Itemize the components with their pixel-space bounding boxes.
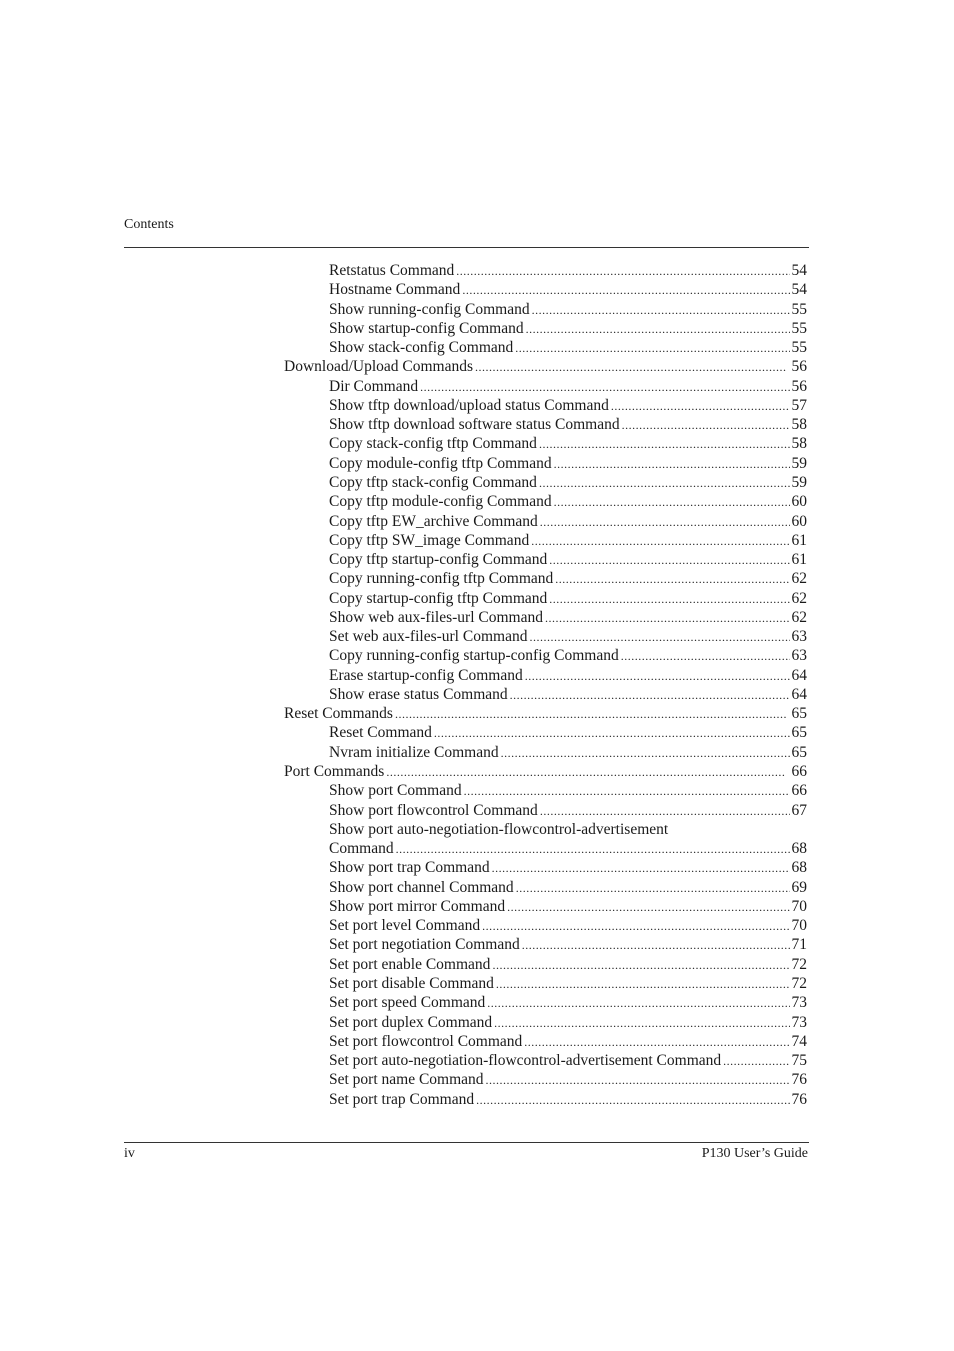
- toc-entry-title: Nvram initialize Command: [329, 743, 499, 761]
- toc-entry-page: 58: [791, 435, 807, 453]
- toc-entry-page: 72: [791, 955, 807, 973]
- toc-entry-title: Show port trap Command: [329, 859, 490, 877]
- toc-entry-page: 63: [791, 647, 807, 665]
- toc-entry: [329, 627, 807, 647]
- toc-entry: [329, 531, 807, 551]
- toc-entry-title: Set port duplex Command: [329, 1013, 493, 1031]
- toc-entry: [329, 820, 807, 840]
- toc-entry-page: 65: [791, 705, 807, 723]
- toc-entry-page: 54: [791, 262, 807, 279]
- toc-entry-title: Copy tftp module-config Command: [329, 493, 552, 511]
- toc-dot-leader: [555, 569, 789, 589]
- toc-entry-title: Copy tftp startup-config Command: [329, 551, 548, 569]
- toc-entry-page: 65: [791, 743, 807, 761]
- toc-entry-title: Command: [329, 840, 394, 858]
- toc-entry-title: Copy tftp SW_image Command: [329, 531, 530, 549]
- toc-dot-leader: [456, 261, 789, 281]
- toc-entry-title: Copy tftp EW_archive Command: [329, 512, 538, 530]
- toc-dot-leader: [540, 512, 790, 532]
- toc-entry-page: 59: [791, 454, 807, 472]
- toc-dot-leader: [529, 627, 789, 647]
- toc-dot-leader: [515, 338, 789, 358]
- toc-dot-leader: [487, 993, 789, 1013]
- toc-dot-leader: [723, 1051, 789, 1071]
- toc-entry-page: 76: [791, 1071, 807, 1089]
- toc-section-entry: [284, 762, 807, 782]
- toc-entry-title: Set port disable Command: [329, 974, 494, 992]
- footer-document-title: P130 User’s Guide: [701, 1146, 808, 1161]
- toc-entry-page: 73: [791, 994, 807, 1012]
- toc-entry: [329, 839, 807, 859]
- toc-entry-page: 55: [791, 300, 807, 318]
- toc-entry: [329, 743, 807, 763]
- toc-entry: [329, 1051, 807, 1071]
- toc-entry-title: Set port name Command: [329, 1071, 484, 1089]
- toc-entry: [329, 723, 807, 743]
- toc-entry-page: 64: [791, 685, 807, 703]
- toc-dot-leader: [540, 801, 790, 821]
- toc-entry-page: 55: [791, 339, 807, 357]
- toc-entry: [329, 415, 807, 435]
- toc-entry-title: Retstatus Command: [329, 262, 455, 279]
- toc-entry-page: 66: [791, 782, 807, 800]
- toc-entry-title: Show web aux-files-url Command: [329, 608, 543, 626]
- toc-dot-leader: [496, 974, 790, 994]
- toc-dot-leader: [622, 415, 790, 435]
- toc-entry-title: Set port enable Command: [329, 955, 491, 973]
- toc-entry-title: Copy module-config tftp Command: [329, 454, 552, 472]
- toc-dot-leader: [386, 762, 785, 782]
- toc-dot-leader: [526, 319, 790, 339]
- toc-entry: [329, 300, 807, 320]
- toc-entry-title: Show startup-config Command: [329, 319, 524, 337]
- toc-entry: [329, 858, 807, 878]
- toc-dot-leader: [434, 723, 790, 743]
- toc-entry-page: 55: [791, 319, 807, 337]
- toc-dot-leader: [611, 396, 790, 416]
- toc-dot-leader: [532, 300, 790, 320]
- toc-entry: [329, 512, 807, 532]
- toc-entry-page: 65: [791, 724, 807, 742]
- toc-entry: [329, 666, 807, 686]
- toc-dot-leader: [539, 473, 790, 493]
- toc-dot-leader: [492, 955, 789, 975]
- toc-entry: [329, 935, 807, 955]
- toc-section-entry: [284, 357, 807, 377]
- toc-entry-page: 61: [791, 531, 807, 549]
- toc-entry: [329, 550, 807, 570]
- toc-entry-page: 63: [791, 628, 807, 646]
- footer-page-number: iv: [124, 1146, 135, 1161]
- toc-dot-leader: [492, 858, 790, 878]
- toc-entry-title: Set port level Command: [329, 917, 481, 935]
- toc-dot-leader: [395, 704, 786, 724]
- toc-dot-leader: [507, 897, 789, 917]
- toc-dot-leader: [494, 1013, 789, 1033]
- toc-entry-page: 56: [791, 358, 807, 376]
- toc-entry-title: Show port auto-negotiation-flowcontrol-advertisement: [329, 820, 669, 838]
- toc-dot-leader: [462, 280, 789, 300]
- toc-entry: [329, 280, 807, 300]
- toc-entry-title: Set port speed Command: [329, 994, 486, 1012]
- toc-entry: [329, 319, 807, 339]
- footer-rule: [124, 1142, 809, 1143]
- toc-dot-leader: [396, 839, 790, 859]
- toc-entry-page: 62: [791, 570, 807, 588]
- toc-entry-title: Show tftp download/upload status Command: [329, 396, 609, 414]
- toc-dot-leader: [545, 608, 790, 628]
- toc-entry-title: Set port auto-negotiation-flowcontrol-advertisement Command: [329, 1052, 722, 1070]
- toc-entry-page: 70: [791, 897, 807, 915]
- toc-entry-page: 56: [791, 377, 807, 395]
- toc-entry-title: Show port flowcontrol Command: [329, 801, 538, 819]
- toc-dot-leader: [549, 589, 789, 609]
- header-rule: [124, 247, 809, 248]
- toc-dot-leader: [524, 1032, 789, 1052]
- toc-entry: [329, 1032, 807, 1052]
- toc-entry-title: Erase startup-config Command: [329, 666, 523, 684]
- toc-entry: [329, 646, 807, 666]
- toc-entry-title: Show port Command: [329, 782, 462, 800]
- toc-entry-page: 68: [791, 840, 807, 858]
- toc-dot-leader: [475, 357, 786, 377]
- toc-dot-leader: [525, 666, 790, 686]
- toc-entry: [329, 338, 807, 358]
- toc-entry-title: Show tftp download software status Command: [329, 416, 620, 434]
- toc-entry: [329, 589, 807, 609]
- toc-dot-leader: [621, 646, 790, 666]
- toc-entry: [329, 434, 807, 454]
- toc-entry: [329, 993, 807, 1013]
- toc-entry: [329, 974, 807, 994]
- toc-entry-title: Dir Command: [329, 377, 419, 395]
- toc-entry-page: 71: [791, 936, 807, 954]
- toc-entry-page: 74: [791, 1032, 807, 1050]
- toc-entry: [329, 801, 807, 821]
- toc-entry-page: 70: [791, 917, 807, 935]
- toc-entry: [329, 492, 807, 512]
- toc-dot-leader: [420, 377, 789, 397]
- toc-entry: [329, 685, 807, 705]
- toc-entry-page: 60: [791, 493, 807, 511]
- toc-dot-leader: [516, 878, 790, 898]
- toc-entry-page: 73: [791, 1013, 807, 1031]
- toc-dot-leader: [482, 916, 789, 936]
- toc-entry-title: Show running-config Command: [329, 300, 530, 318]
- toc-dot-leader: [554, 454, 790, 474]
- toc-entry-page: 60: [791, 512, 807, 530]
- toc-dot-leader: [554, 492, 790, 512]
- toc-entry-title: Set port negotiation Command: [329, 936, 520, 954]
- toc-dot-leader: [522, 935, 790, 955]
- toc-section-entry: [284, 704, 807, 724]
- toc-entry-page: 62: [791, 608, 807, 626]
- toc-entry-page: 69: [791, 878, 807, 896]
- toc-entry-title: Set port trap Command: [329, 1090, 475, 1108]
- toc-entry-page: 76: [791, 1090, 807, 1108]
- toc-entry-title: Show stack-config Command: [329, 339, 514, 357]
- toc-entry: [329, 955, 807, 975]
- toc-entry: [329, 1090, 807, 1110]
- toc-entry-title: Reset Command: [329, 724, 432, 742]
- toc-entry-page: 67: [791, 801, 807, 819]
- toc-entry: [329, 454, 807, 474]
- toc-entry: [329, 781, 807, 801]
- toc-entry: [329, 608, 807, 628]
- toc-entry-page: 66: [791, 763, 807, 781]
- toc-dot-leader: [486, 1070, 790, 1090]
- running-header: Contents: [124, 217, 174, 232]
- toc-entry: [329, 897, 807, 917]
- toc-entry-title: Show port channel Command: [329, 878, 514, 896]
- toc-entry: [329, 569, 807, 589]
- toc-entry: [329, 396, 807, 416]
- toc-entry: [329, 878, 807, 898]
- toc-entry-title: Copy tftp stack-config Command: [329, 473, 537, 491]
- toc-entry: [329, 377, 807, 397]
- toc-dot-leader: [531, 531, 789, 551]
- toc-entry-title: Reset Commands: [284, 705, 393, 723]
- toc-entry-page: 68: [791, 859, 807, 877]
- toc-dot-leader: [464, 781, 790, 801]
- toc-entry-title: Hostname Command: [329, 281, 461, 299]
- toc-dot-leader: [539, 434, 790, 454]
- toc-entry-title: Show port mirror Command: [329, 897, 506, 915]
- toc-dot-leader: [476, 1090, 789, 1110]
- toc-entry-page: 54: [791, 281, 807, 299]
- toc-entry-title: Set port flowcontrol Command: [329, 1032, 523, 1050]
- toc-entry-page: 57: [791, 396, 807, 414]
- toc-entry-title: Download/Upload Commands: [284, 358, 473, 376]
- toc-entry-page: 72: [791, 974, 807, 992]
- toc-entry: [329, 261, 807, 281]
- toc-dot-leader: [549, 550, 789, 570]
- toc-dot-leader: [510, 685, 790, 705]
- toc-entry-title: Show erase status Command: [329, 685, 508, 703]
- toc-entry-title: Copy stack-config tftp Command: [329, 435, 537, 453]
- toc-entry: [329, 1070, 807, 1090]
- toc-entry-page: 62: [791, 589, 807, 607]
- toc-entry-title: Copy running-config tftp Command: [329, 570, 554, 588]
- toc-entry-page: 59: [791, 473, 807, 491]
- toc-entry: [329, 473, 807, 493]
- toc-entry-page: 64: [791, 666, 807, 684]
- toc-entry: [329, 916, 807, 936]
- toc-entry: [329, 1013, 807, 1033]
- toc-entry-page: 58: [791, 416, 807, 434]
- toc-entry-page: 61: [791, 551, 807, 569]
- toc-entry-title: Set web aux-files-url Command: [329, 628, 528, 646]
- toc-entry-title: Copy startup-config tftp Command: [329, 589, 548, 607]
- toc-entry-title: Port Commands: [284, 763, 385, 781]
- toc-entry-title: Copy running-config startup-config Command: [329, 647, 619, 665]
- toc-dot-leader: [501, 743, 790, 763]
- toc-entry-page: 75: [791, 1052, 807, 1070]
